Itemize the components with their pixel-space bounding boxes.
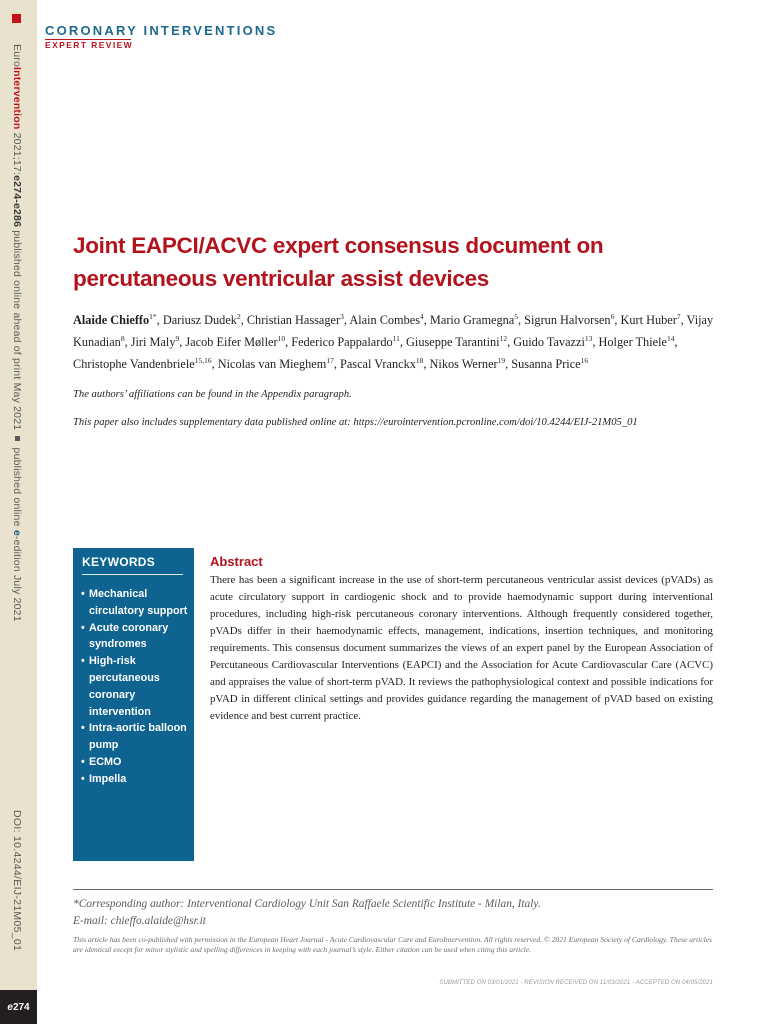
journal-name-prefix: Euro xyxy=(11,44,23,67)
author-name xyxy=(340,357,423,371)
author-name xyxy=(73,357,212,371)
published-ahead-text: published online ahead of print May 2021 xyxy=(11,230,23,431)
keywords-divider xyxy=(82,574,183,575)
author-name-text: Nikos Werner xyxy=(429,356,498,371)
edition-text: -edition July 2021 xyxy=(11,535,23,622)
subsection-label: EXPERT REVIEW xyxy=(45,40,134,50)
author-affiliation-number: 13 xyxy=(584,333,593,343)
author-name-text: Vijay Kunadian xyxy=(73,313,714,349)
author-affiliation-number: 16 xyxy=(580,355,589,365)
author-name-text: Alain Combes xyxy=(349,313,421,328)
author-name xyxy=(185,335,285,349)
author-affiliation-number: 3 xyxy=(340,312,344,321)
author-name xyxy=(406,335,507,349)
author-name xyxy=(349,313,423,327)
author-affiliation-number: 10 xyxy=(277,333,286,343)
author-name xyxy=(430,357,506,371)
author-name-text: Dariusz Dudek xyxy=(162,313,237,328)
author-affiliation-number: 5 xyxy=(514,312,519,321)
submission-dates: SUBMITTED ON 03/01/2021 - REVISION RECEIVED ON 11/03/2021 - ACCEPTED ON 04/05/2021 xyxy=(439,980,713,986)
author-name xyxy=(163,313,241,327)
author-affiliation-number: 18 xyxy=(415,355,424,365)
author-name xyxy=(524,313,614,327)
author-name-text: Pascal Vranckx xyxy=(340,356,416,371)
author-name xyxy=(73,313,157,327)
doi-vertical: DOI: 10.4244/EIJ-21M05_01 xyxy=(11,810,23,952)
author-affiliation-number: 6 xyxy=(610,312,615,321)
keyword-item: • Mechanical circulatory support xyxy=(81,586,190,620)
page-number-box xyxy=(0,990,37,1024)
published-online-text: published online xyxy=(11,447,23,527)
author-name-text: Giuseppe Tarantini xyxy=(406,334,500,349)
keyword-item: • Impella xyxy=(81,771,190,788)
abstract-heading: Abstract xyxy=(210,554,263,569)
author-affiliation-number: 1* xyxy=(149,312,157,321)
journal-name-suffix: Intervention xyxy=(11,66,23,130)
corresponding-email: E-mail: chieffo.alaide@hsr.it xyxy=(73,915,206,927)
journal-citation-vertical xyxy=(6,44,28,622)
author-affiliation-number: 12 xyxy=(499,333,508,343)
author-name-text: Federico Pappalardo xyxy=(291,334,393,349)
red-square-marker xyxy=(12,14,21,23)
author-name-text: Sigrun Halvorsen xyxy=(524,313,611,328)
citation-pages: e274-e286 xyxy=(11,175,23,228)
author-name xyxy=(247,313,344,327)
author-name xyxy=(218,357,334,371)
author-affiliation-number: 7 xyxy=(676,312,681,321)
corresponding-author: *Corresponding author: Interventional Cardiology Unit San Raffaele Scientific Institute - Milan, Italy. xyxy=(73,898,541,910)
author-name xyxy=(599,335,675,349)
author-affiliation-number: 14 xyxy=(666,333,675,343)
corresponding-author-block xyxy=(73,896,713,930)
author-name xyxy=(131,335,180,349)
author-affiliation-number: 11 xyxy=(392,333,400,343)
author-name xyxy=(430,313,518,327)
journal-sidebar xyxy=(0,0,37,1024)
e-edition-icon: e xyxy=(11,529,23,536)
author-name xyxy=(621,313,681,327)
author-name-text: Nicolas van Mieghem xyxy=(217,356,327,371)
author-affiliation-number: 9 xyxy=(175,333,180,343)
abstract-text: There has been a significant increase in the use of short-term percutaneous ventricular assist devices (pVADs) as acute circulatory support in cardiogenic shock and to provide haemodynamic support during interventional procedures, including high-risk percutaneous coronary interventions. Although frequently considered together, pVADs differ in their haemodynamic effects, management, indications, insertion techniques, and monitoring requirements. This consensus document summarizes the views of an expert panel by the European Association of Percutaneous Cardiovascular Interventions (EAPCI) and the Association for Acute Cardiovascular Care (ACVC) and appraises the value of short-term pVAD. It reviews the pathophysiological context and possible indications for pVAD in different clinical settings and provides guidance regarding the management of pVAD based on existing evidence and best current practice. xyxy=(210,574,713,722)
author-affiliation-number: 15,16 xyxy=(194,355,212,365)
author-name xyxy=(513,335,592,349)
author-name-text: Susanna Price xyxy=(511,356,581,371)
author-name-text: Guido Tavazzi xyxy=(513,334,585,349)
author-affiliation-number: 17 xyxy=(326,355,334,365)
author-name xyxy=(511,357,588,371)
article-title: Joint EAPCI/ACVC expert consensus document on percutaneous ventricular assist devices xyxy=(73,233,604,291)
page-number-prefix: e xyxy=(7,1001,13,1013)
author-affiliation-number: 19 xyxy=(497,355,506,365)
keywords-list xyxy=(73,586,194,788)
copublication-note: This article has been co-published with permission in the European Heart Journal - Acute Cardiovascular Care and EuroIntervention. All rights reserved. © 2021 European Society of Cardiology. These articles are identical except for minor stylistic and spelling differences in keeping with each journal’s style. Either citation can be used when citing this article. xyxy=(73,935,712,954)
keywords-heading: KEYWORDS xyxy=(82,555,156,569)
author-name-text: Kurt Huber xyxy=(620,313,677,328)
keyword-item: • Acute coronary syndromes xyxy=(81,620,190,654)
author-name-text: Christophe Vandenbriele xyxy=(73,356,195,371)
author-affiliation-number: 2 xyxy=(236,312,241,321)
author-affiliation-number: 8 xyxy=(120,333,125,343)
footer-divider xyxy=(73,889,713,890)
page-number: 274 xyxy=(12,1001,30,1013)
author-name-text: Mario Gramegna xyxy=(429,313,515,328)
author-name-text: Jiri Maly xyxy=(130,334,176,349)
author-name-text: Holger Thiele xyxy=(598,334,667,349)
author-name-text: Alaide Chieffo xyxy=(73,313,150,328)
keyword-item: • High-risk percutaneous coronary intervention xyxy=(81,653,190,720)
author-affiliation-number: 4 xyxy=(420,312,424,321)
keyword-item: • ECMO xyxy=(81,754,190,771)
author-name-text: Christian Hassager xyxy=(246,313,341,328)
supplementary-note: This paper also includes supplementary data published online at: https://eurointervention.pcronline.com/doi/10.4244/EIJ-21M05_01 xyxy=(73,417,638,428)
affiliations-note: The authors’ affiliations can be found in the Appendix paragraph. xyxy=(73,389,352,400)
separator-square-icon xyxy=(15,436,20,441)
author-name-text: Jacob Eifer Møller xyxy=(185,334,278,349)
author-list: Alaide Chieffo$^{1*}$, Dariusz Dudek$^2$, Christian Hassager$^3$, Alain Combes$^4$, Mario Gramegna$^5$, Sigrun Halvorsen$^6$, Kurt Huber$^7$, Vijay Kunadian$^8$, Jiri Maly$^9$, Jacob Eifer Møller$^{10}$, Federico Pappalardo$^{11}$, Giuseppe Tarantini$^{12}$, Guido Tavazzi$^{13}$, Holger Thiele$^{14}$, Christophe Vandenbriele$^{15,16}$, Nicolas van Mieghem$^{17}$, Pascal Vranckx$^{18}$, Nikos Werner$^{19}$, Susanna Price$^{16}$ xyxy=(73,312,714,371)
section-label: CORONARY INTERVENTIONS xyxy=(45,23,278,38)
citation-volume: 2021;17: xyxy=(11,132,23,176)
keywords-box xyxy=(73,548,194,861)
author-name xyxy=(291,335,400,349)
keyword-item: • Intra-aortic balloon pump xyxy=(81,720,190,754)
